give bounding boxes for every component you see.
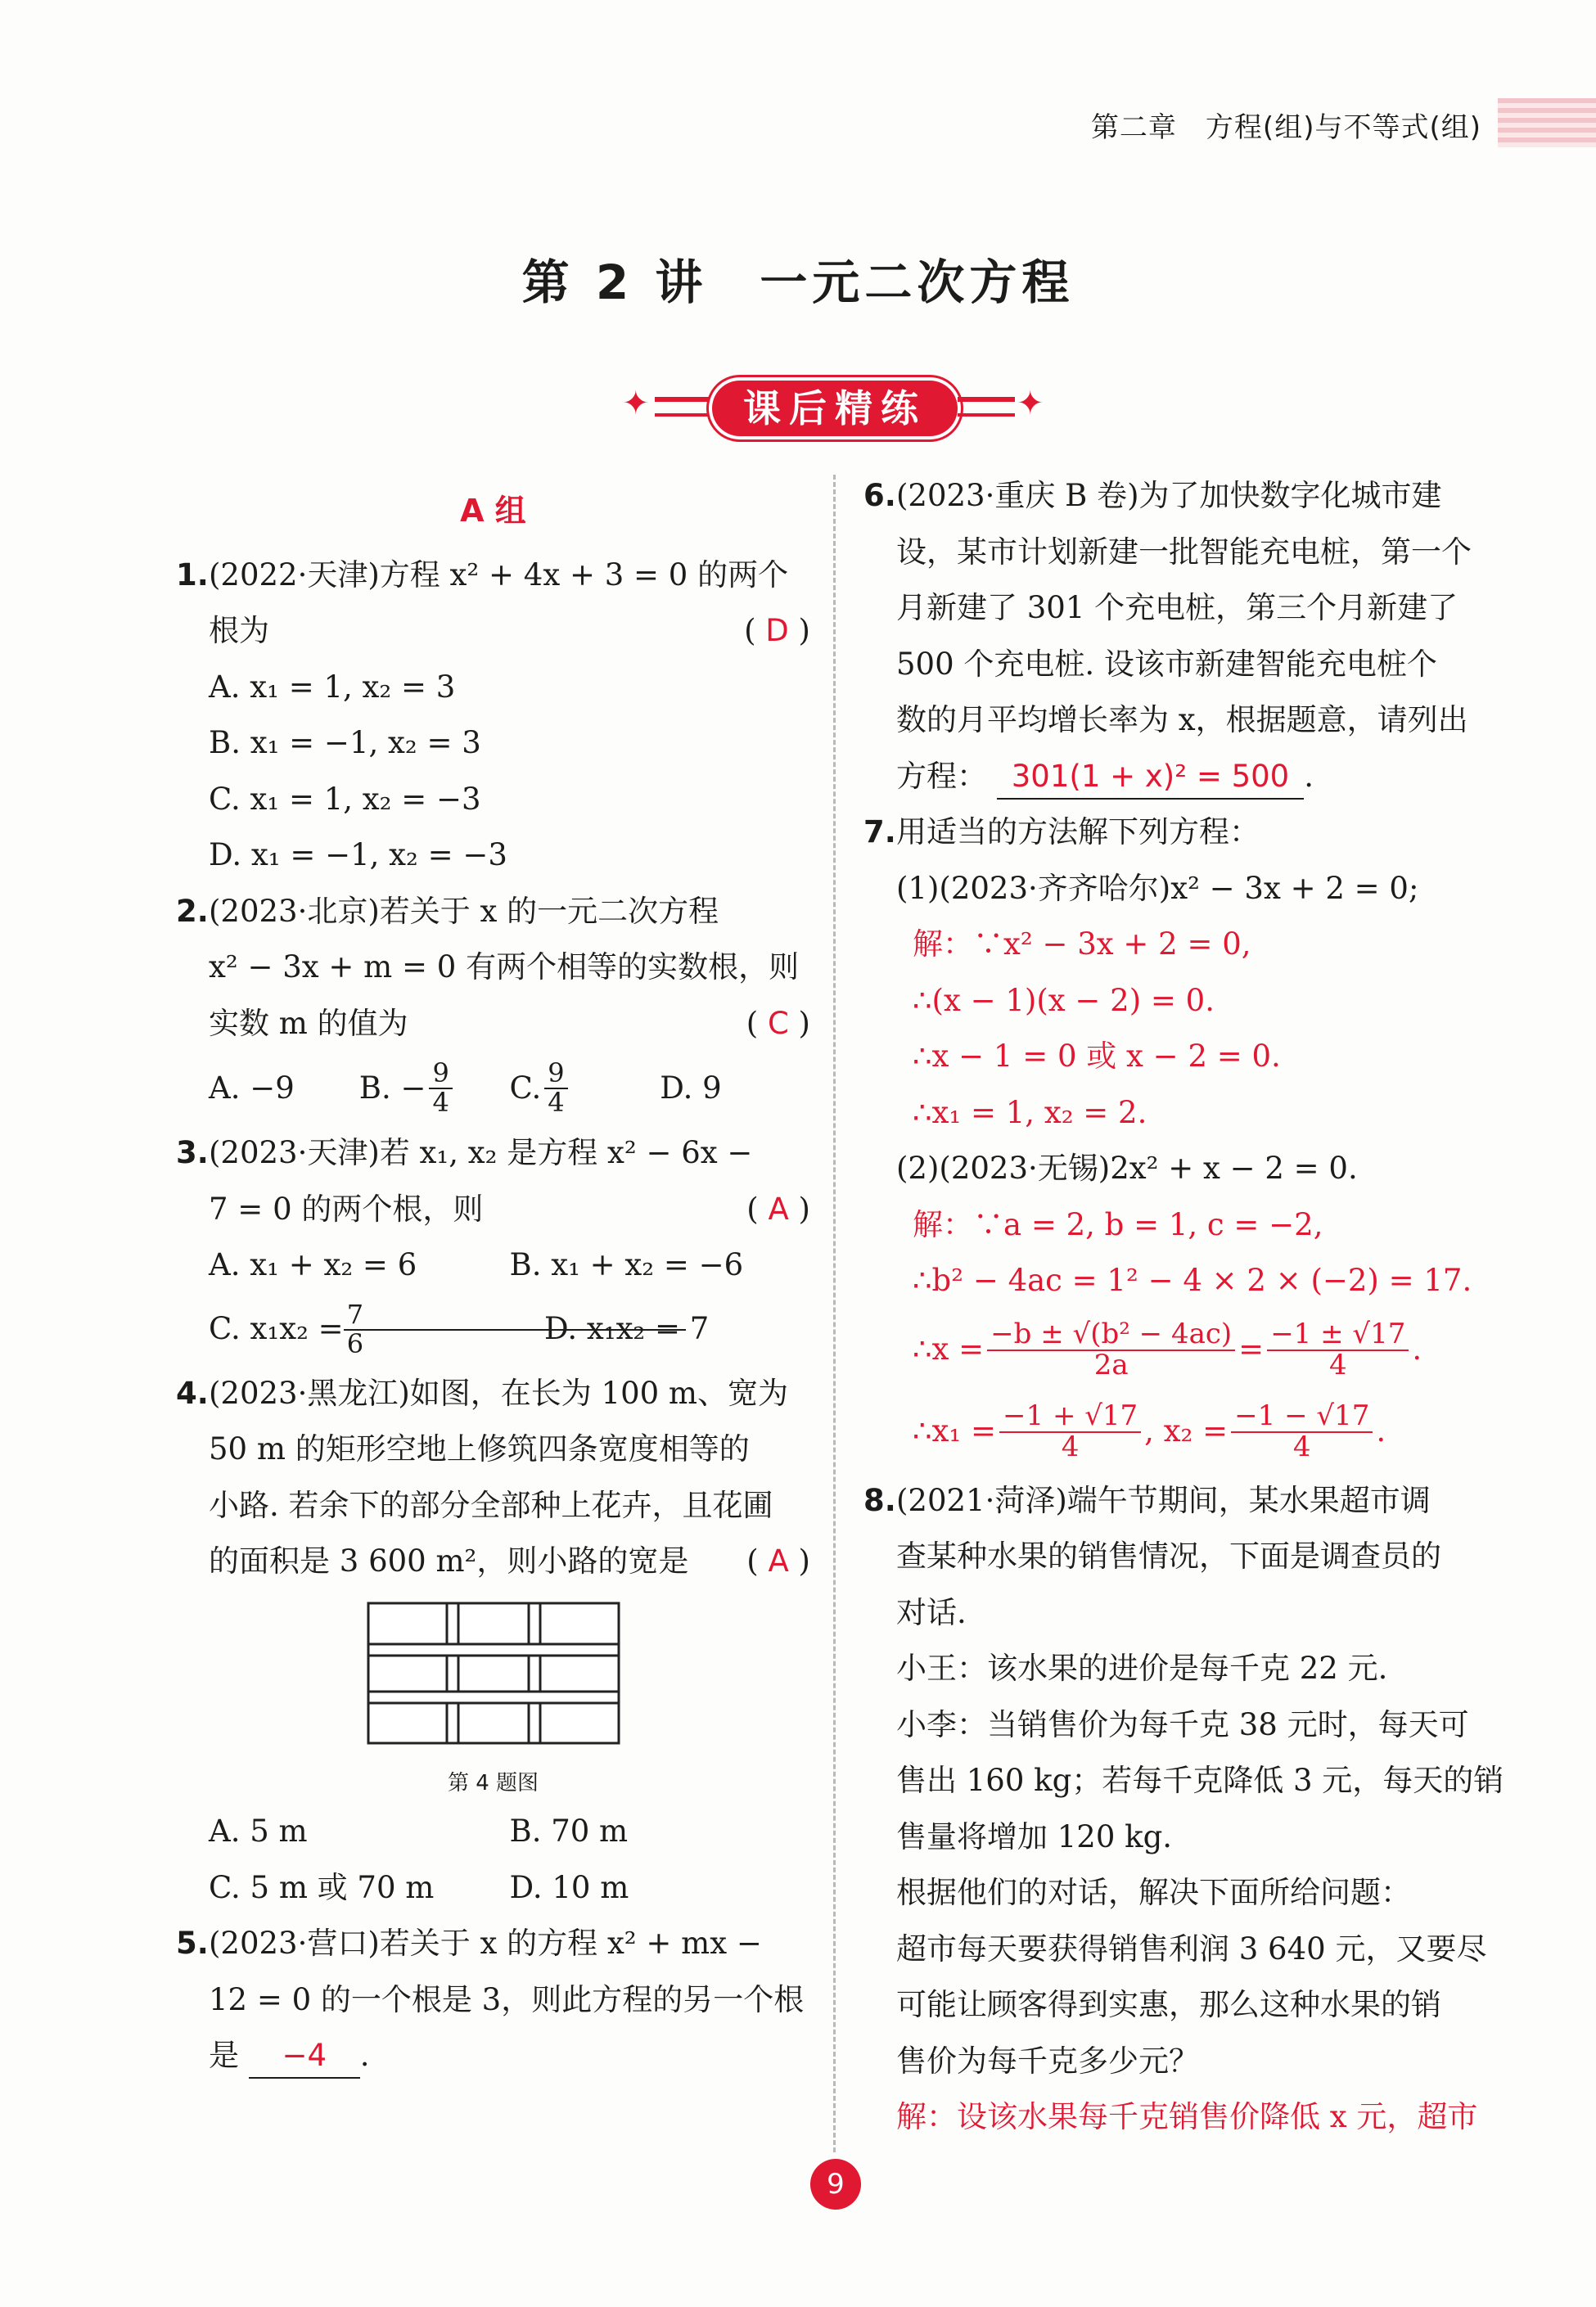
question-2 <box>176 884 810 1052</box>
question-text: (2022·天津)方程 x² + 4x + 3 = 0 的两个 <box>209 556 789 593</box>
equals-sign: = <box>1238 1331 1265 1368</box>
period: . <box>1376 1413 1386 1449</box>
banner-label: 课后精练 <box>712 381 958 436</box>
option-d: D. 10 m <box>509 1869 629 1905</box>
question-text: 设，某市计划新建一批智能充电桩，第一个 <box>896 534 1472 570</box>
solution-line: 解：∵a = 2, b = 1, c = −2, <box>913 1206 1323 1242</box>
option-a: A. x₁ = 1, x₂ = 3 <box>209 669 456 705</box>
option-a: A. 5 m <box>209 1814 308 1849</box>
question-number: 8. <box>863 1482 896 1518</box>
denominator: 2a <box>1093 1348 1129 1381</box>
numerator: −1 − √17 <box>1231 1402 1373 1433</box>
options-row <box>176 1237 810 1294</box>
solution-line: ∴x − 1 = 0 或 x − 2 = 0. <box>913 1039 1281 1074</box>
option-label: C. x₁x₂ = <box>209 1311 344 1347</box>
numerator: 9 <box>429 1060 452 1089</box>
header-decoration <box>1498 98 1596 147</box>
option-a: A. x₁ + x₂ = 6 <box>209 1247 417 1282</box>
question-text: 查某种水果的销售情况，下面是调查员的 <box>896 1539 1441 1574</box>
question-text: 数的月平均增长率为 x，根据题意，请列出 <box>896 702 1468 737</box>
question-number: 5. <box>176 1926 209 1961</box>
option-d: D. x₁ = −1, x₂ = −3 <box>209 837 507 872</box>
banner-rule-left <box>655 397 712 402</box>
star-icon: ✦ <box>622 385 650 422</box>
denominator: 6 <box>346 1327 364 1359</box>
figure-caption: 第 4 题图 <box>447 1771 539 1796</box>
numerator: 9 <box>544 1060 567 1089</box>
question-text: 售出 160 kg；若每千克降低 3 元，每天的销 <box>896 1763 1504 1798</box>
question-text: (2023·黑龙江)如图，在长为 100 m、宽为 <box>209 1375 789 1411</box>
fraction <box>987 1317 1235 1381</box>
solution-roots <box>863 1391 1502 1473</box>
question-text: 根为 <box>209 613 269 648</box>
question-text: 实数 m 的值为 <box>209 1005 408 1041</box>
options-row <box>176 1804 810 1860</box>
solution-line: 解：设该水果每千克销售价降低 x 元，超市 <box>896 2099 1478 2134</box>
question-number: 3. <box>176 1135 209 1170</box>
subquestion-2: (2)(2023·无锡)2x² + x − 2 = 0. <box>896 1151 1358 1186</box>
answer: C <box>767 1005 789 1041</box>
question-8 <box>863 1473 1502 2146</box>
question-text: (2021·菏泽)端午节期间，某水果超市调 <box>896 1482 1431 1518</box>
garden-path-diagram <box>367 1602 620 1745</box>
question-text: (2023·北京)若关于 x 的一元二次方程 <box>209 893 719 929</box>
answer-paren: ( C ) <box>746 1005 810 1041</box>
fraction <box>1267 1317 1409 1381</box>
option-d: D. x₁x₂ = 7 <box>544 1311 710 1347</box>
question-text: 月新建了 301 个充电桩，第三个月新建了 <box>896 590 1458 625</box>
question-number: 6. <box>863 478 896 513</box>
option-a: A. −9 <box>209 1070 295 1106</box>
answer: D <box>765 613 789 648</box>
denominator: 4 <box>1061 1430 1080 1463</box>
question-text: 12 = 0 的一个根是 3，则此方程的另一个根 <box>209 1981 805 2017</box>
question-number: 7. <box>863 814 896 849</box>
option-b: B. 70 m <box>509 1814 629 1849</box>
option-label: B. − <box>358 1070 426 1106</box>
solution-formula <box>863 1309 1502 1391</box>
subquestion-1: (1)(2023·齐齐哈尔)x² − 3x + 2 = 0; <box>896 870 1419 906</box>
punctuation: . <box>1304 758 1314 794</box>
question-text: 7 = 0 的两个根，则 <box>209 1191 484 1227</box>
question-text: (2023·重庆 B 卷)为了加快数字化城市建 <box>896 478 1442 513</box>
fraction <box>1231 1399 1373 1463</box>
options-row <box>176 1860 810 1917</box>
question-text: 的面积是 3 600 m²，则小路的宽是 <box>209 1543 689 1579</box>
answer-paren: ( A ) <box>746 1191 810 1227</box>
question-number: 4. <box>176 1375 209 1411</box>
right-column <box>863 468 1502 2146</box>
page-number: 9 <box>810 2159 861 2210</box>
banner-rule-right <box>958 397 1015 402</box>
fraction <box>999 1399 1141 1463</box>
option-b <box>358 1057 510 1118</box>
section-banner <box>622 372 1048 446</box>
question-text: 50 m 的矩形空地上修筑四条宽度相等的 <box>209 1431 750 1467</box>
option-c <box>209 1298 544 1359</box>
banner-rule-right-2 <box>958 413 1015 417</box>
group-title: A 组 <box>460 493 526 529</box>
question-text: 小李：当销售价为每千克 38 元时，每天可 <box>896 1706 1469 1742</box>
denominator: 4 <box>1328 1348 1347 1381</box>
question-text: 根据他们的对话，解决下面所给问题： <box>896 1875 1411 1910</box>
question-5 <box>176 1916 810 2084</box>
answer-blank: 301(1 + x)² = 500 <box>997 755 1304 800</box>
question-text: 方程： <box>896 758 987 794</box>
solution-line: ∴b² − 4ac = 1² − 4 × 2 × (−2) = 17. <box>913 1263 1472 1298</box>
question-text: 小王：该水果的进价是每千克 22 元. <box>896 1651 1388 1686</box>
solution-line: ∴x₁ = 1, x₂ = 2. <box>913 1094 1147 1130</box>
punctuation: . <box>359 2038 370 2073</box>
solution-line: 解：∵x² − 3x + 2 = 0, <box>913 926 1251 962</box>
formula-lhs: ∴x₁ = <box>913 1413 997 1449</box>
numerator: 7 <box>344 1301 686 1331</box>
numerator: −1 + √17 <box>999 1402 1141 1433</box>
answer: A <box>768 1543 789 1579</box>
options-row <box>176 1052 810 1125</box>
formula-mid: , x₂ = <box>1144 1413 1229 1449</box>
question-text: 超市每天要获得销售利润 3 640 元，又要尽 <box>896 1931 1487 1967</box>
denominator: 4 <box>548 1087 565 1118</box>
formula-lhs: ∴x = <box>913 1331 985 1368</box>
question-1 <box>176 547 810 660</box>
question-text: 对话. <box>896 1594 967 1630</box>
question-6 <box>863 468 1502 804</box>
numerator: −1 ± √17 <box>1267 1320 1409 1351</box>
chapter-header: 第二章 方程(组)与不等式(组) <box>1090 111 1481 144</box>
denominator: 4 <box>1292 1430 1311 1463</box>
option-label: C. <box>509 1070 542 1106</box>
options-row <box>176 1294 810 1366</box>
lesson-title: 第 2 讲 一元二次方程 <box>521 255 1075 310</box>
question-text: 500 个充电桩. 设该市新建智能充电桩个 <box>896 646 1437 682</box>
question-text: (2023·营口)若关于 x 的方程 x² + mx − <box>209 1926 762 1961</box>
answer-paren: ( A ) <box>746 1543 810 1579</box>
question-number: 1. <box>176 556 209 593</box>
column-divider <box>833 475 836 2152</box>
denominator: 4 <box>432 1087 449 1118</box>
option-c: C. x₁ = 1, x₂ = −3 <box>209 781 481 817</box>
question-text: 售量将增加 120 kg. <box>896 1818 1173 1854</box>
option-b: B. x₁ + x₂ = −6 <box>509 1247 744 1282</box>
figure-4 <box>176 1602 810 1805</box>
question-4 <box>176 1366 810 1590</box>
option-d: D. 9 <box>660 1070 722 1106</box>
period: . <box>1412 1331 1422 1368</box>
question-text: 售价为每千克多少元？ <box>896 2043 1199 2079</box>
answer-blank: −4 <box>249 2034 360 2079</box>
banner-rule-left-2 <box>655 413 712 417</box>
star-icon: ✦ <box>1017 385 1044 422</box>
option-b: B. x₁ = −1, x₂ = 3 <box>209 725 481 760</box>
question-3 <box>176 1125 810 1237</box>
fraction <box>429 1057 452 1118</box>
question-text: (2023·天津)若 x₁, x₂ 是方程 x² − 6x − <box>209 1135 753 1170</box>
question-text: 小路. 若余下的部分全部种上花卉，且花圃 <box>209 1487 773 1523</box>
question-text: 用适当的方法解下列方程： <box>896 814 1260 849</box>
option-c <box>509 1057 660 1118</box>
question-number: 2. <box>176 893 209 929</box>
question-text: 可能让顾客得到实惠，那么这种水果的销 <box>896 1987 1441 2022</box>
question-7 <box>863 804 1502 861</box>
left-column <box>176 483 810 2084</box>
answer: A <box>768 1191 789 1227</box>
fraction <box>544 1057 567 1118</box>
question-text: x² − 3x + m = 0 有两个相等的实数根，则 <box>209 949 800 985</box>
option-c: C. 5 m 或 70 m <box>209 1869 435 1905</box>
question-text: 是 <box>209 2038 239 2073</box>
solution-line: ∴(x − 1)(x − 2) = 0. <box>913 982 1215 1018</box>
answer-paren: ( D ) <box>744 613 810 648</box>
numerator: −b ± √(b² − 4ac) <box>987 1320 1235 1351</box>
